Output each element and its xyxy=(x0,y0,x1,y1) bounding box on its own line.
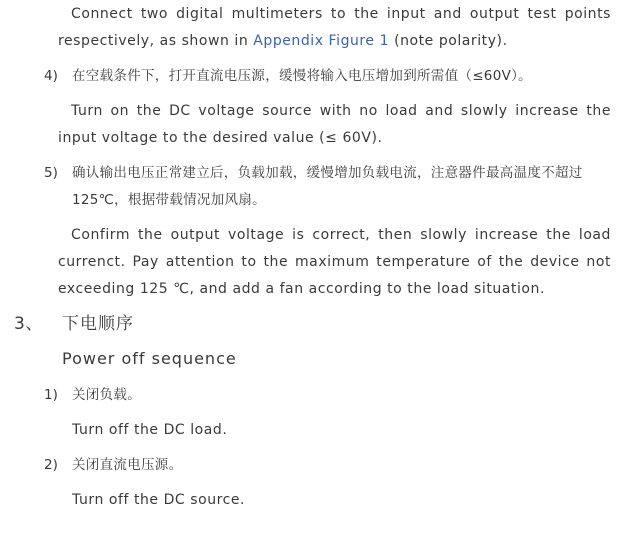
off-step-1-zh: 关闭负载。 xyxy=(72,387,141,403)
step-5-zh: 确认输出电压正常建立后，负载加载，缓慢增加负载电流，注意器件最高温度不超过125℃，根据带载情况加风扇。 xyxy=(72,165,583,208)
appendix-figure-link[interactable]: Appendix Figure 1 xyxy=(253,33,390,49)
step-4-en: Turn on the DC voltage source with no load and slowly increase the input voltage to the desired value (≤ 60V). xyxy=(58,103,611,146)
step-4-zh: 在空载条件下，打开直流电压源，缓慢将输入电压增加到所需值（≤60V）。 xyxy=(72,68,532,84)
off-step-2-zh: 关闭直流电压源。 xyxy=(72,457,183,473)
step-5-number: 5) xyxy=(44,165,58,181)
intro-text-after: (note polarity). xyxy=(389,33,508,49)
off-step-1-number: 1) xyxy=(44,387,58,403)
off-step-2-number: 2) xyxy=(44,457,58,473)
step-4-number: 4) xyxy=(44,68,58,84)
step-5-en: Confirm the output voltage is correct, then slowly increase the load currenct. Pay attention to the maximum temperature of the device not exceeding 125 ℃, and add a fan according to the load situation. xyxy=(58,227,611,297)
section-3-title-en: Power off sequence xyxy=(62,349,237,368)
section-3-number: 3、 xyxy=(14,314,43,334)
off-step-1-en: Turn off the DC load. xyxy=(72,422,228,438)
section-3-title-zh: 下电顺序 xyxy=(62,314,134,334)
off-step-2-en: Turn off the DC source. xyxy=(72,492,246,508)
intro-paragraph xyxy=(58,1,611,55)
intro-text-before: Connect two digital multimeters to the input and output test points respectively, as shown in xyxy=(58,6,611,49)
